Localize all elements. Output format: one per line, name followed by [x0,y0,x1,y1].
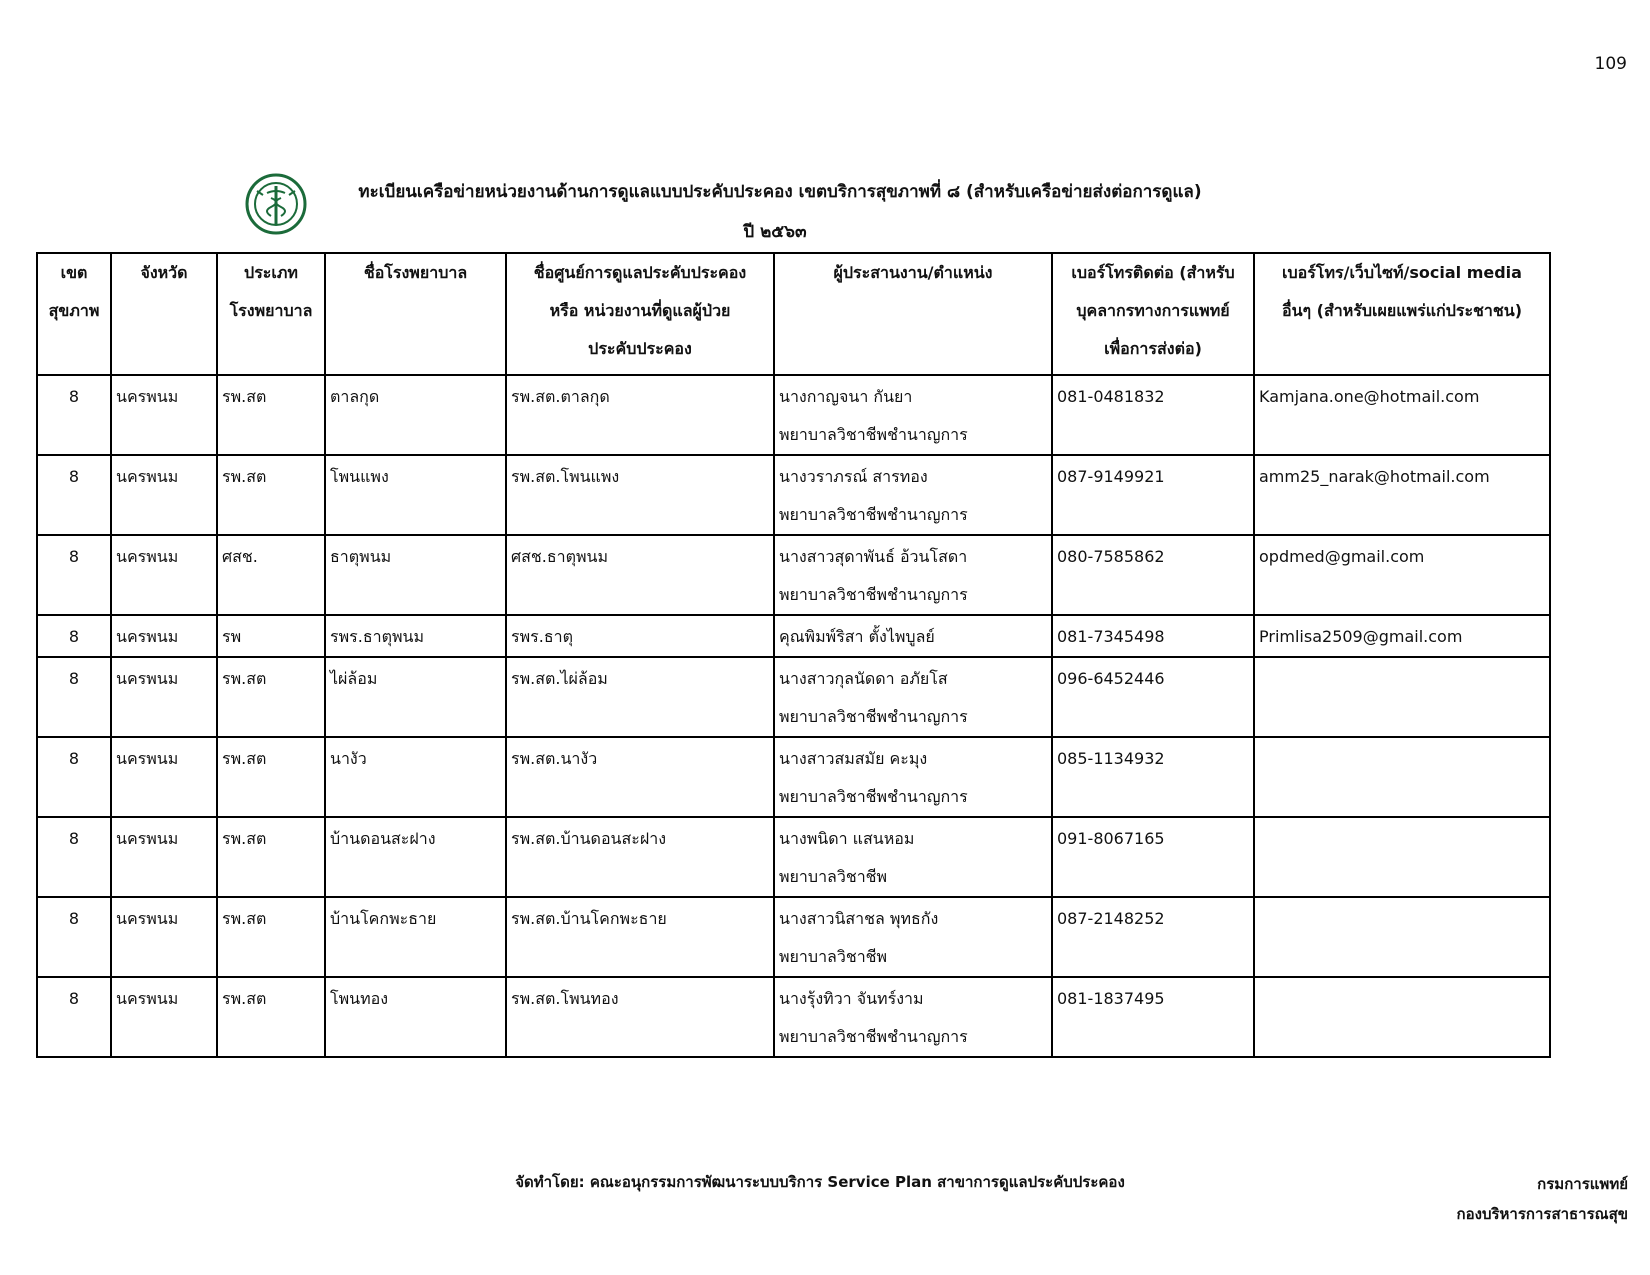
cell-contact [1254,977,1550,1057]
cell-zone: 8 [37,455,111,535]
column-header [774,253,1052,375]
cell-zone: 8 [37,897,111,977]
table-row [37,455,1550,535]
registry-table [36,252,1551,1058]
cell-care-center: รพ.สต.ไผ่ล้อม [506,657,774,737]
coordinator-position: พยาบาลวิชาชีพ [779,947,888,966]
cell-phone: 081-1837495 [1052,977,1254,1057]
cell-care-center: ศสช.ธาตุพนม [506,535,774,615]
column-header [506,253,774,375]
cell-coordinator [774,737,1052,817]
coordinator-position: พยาบาลวิชาชีพชำนาญการ [779,707,968,726]
table-row [37,897,1550,977]
table-row [37,375,1550,455]
column-header-line: ชื่อศูนย์การดูแลประคับประคอง [533,263,747,282]
column-header-line: สุขภาพ [48,301,100,320]
column-header [37,253,111,375]
cell-phone: 096-6452446 [1052,657,1254,737]
cell-hospital-name: รพร.ธาตุพนม [325,615,506,657]
cell-zone: 8 [37,535,111,615]
cell-hospital-type: รพ.สต [217,455,325,535]
cell-hospital-name: บ้านโคกพะธาย [325,897,506,977]
column-header-line: เบอร์โทร/เว็บไซท์/social media [1282,263,1522,282]
cell-province: นครพนม [111,455,217,535]
cell-hospital-name: ไผ่ล้อม [325,657,506,737]
column-header [325,253,506,375]
cell-contact: Kamjana.one@hotmail.com [1254,375,1550,455]
cell-hospital-name: โพนแพง [325,455,506,535]
table-row [37,657,1550,737]
cell-province: นครพนม [111,817,217,897]
table-row [37,535,1550,615]
column-header-line: บุคลากรทางการแพทย์ [1076,301,1230,320]
cell-coordinator [774,375,1052,455]
cell-coordinator [774,977,1052,1057]
coordinator-position: พยาบาลวิชาชีพชำนาญการ [779,585,968,604]
column-header [1254,253,1550,375]
coordinator-position: พยาบาลวิชาชีพชำนาญการ [779,787,968,806]
footer-prepared-by: จัดทำโดย: คณะอนุกรรมการพัฒนาระบบบริการ Service Plan สาขาการดูแลประคับประคอง [515,1173,1125,1191]
coordinator-name: นางพนิดา แสนหอม [779,829,915,848]
cell-care-center: รพ.สต.โพนทอง [506,977,774,1057]
cell-hospital-type: รพ.สต [217,657,325,737]
column-header [217,253,325,375]
cell-province: นครพนม [111,535,217,615]
cell-contact: opdmed@gmail.com [1254,535,1550,615]
column-header-line: อื่นๆ (สำหรับเผยแพร่แก่ประชาชน) [1281,301,1523,320]
column-header-line: โรงพยาบาล [229,301,313,320]
coordinator-name: นางสาวสุดาพันธ์ อ้วนโสดา [779,547,968,566]
cell-hospital-type: รพ.สต [217,375,325,455]
column-header-line: ประเภท [244,263,298,282]
column-header-line: จังหวัด [140,263,188,282]
footer-department: กรมการแพทย์ [1537,1175,1628,1193]
coordinator-name: นางรุ้งทิวา จันทร์งาม [779,989,924,1008]
coordinator-position: พยาบาลวิชาชีพชำนาญการ [779,1027,968,1046]
cell-care-center: รพ.สต.โพนแพง [506,455,774,535]
document-title: ทะเบียนเครือข่ายหน่วยงานด้านการดูแลแบบประคับประคอง เขตบริการสุขภาพที่ ๘ (สำหรับเครือข่ายส่งต่อการดูแล) [358,182,1202,202]
column-header [111,253,217,375]
column-header-line: เพื่อการส่งต่อ) [1104,339,1202,358]
column-header-line: ผู้ประสานงาน/ตำแหน่ง [833,263,993,282]
cell-zone: 8 [37,817,111,897]
table-header-row [37,253,1550,375]
cell-province: นครพนม [111,897,217,977]
cell-coordinator [774,657,1052,737]
column-header-line: ประคับประคอง [588,339,692,358]
cell-coordinator [774,455,1052,535]
table-row [37,737,1550,817]
cell-province: นครพนม [111,737,217,817]
column-header-line: ชื่อโรงพยาบาล [363,263,468,282]
cell-coordinator [774,817,1052,897]
cell-zone: 8 [37,657,111,737]
cell-zone: 8 [37,375,111,455]
cell-phone: 081-7345498 [1052,615,1254,657]
cell-contact [1254,897,1550,977]
coordinator-name: นางกาญจนา กันยา [779,387,913,406]
coordinator-position: พยาบาลวิชาชีพชำนาญการ [779,505,968,524]
column-header-line: หรือ หน่วยงานที่ดูแลผู้ป่วย [549,301,731,320]
footer-division: กองบริหารการสาธารณสุข [1456,1205,1628,1223]
cell-phone: 087-2148252 [1052,897,1254,977]
coordinator-name: นางสาวกุลนัดดา อภัยโส [779,669,948,688]
cell-hospital-type: รพ.สต [217,977,325,1057]
cell-hospital-name: ธาตุพนม [325,535,506,615]
cell-hospital-name: บ้านดอนสะฝาง [325,817,506,897]
cell-coordinator [774,615,1052,657]
cell-phone: 080-7585862 [1052,535,1254,615]
cell-hospital-type: รพ [217,615,325,657]
table-body [37,375,1550,1057]
column-header-line: เบอร์โทรติดต่อ (สำหรับ [1071,263,1235,282]
coordinator-position: พยาบาลวิชาชีพ [779,867,888,886]
cell-zone: 8 [37,977,111,1057]
cell-contact [1254,657,1550,737]
cell-contact [1254,817,1550,897]
cell-phone: 087-9149921 [1052,455,1254,535]
cell-hospital-name: ตาลกุด [325,375,506,455]
cell-hospital-type: รพ.สต [217,897,325,977]
cell-hospital-name: โพนทอง [325,977,506,1057]
cell-care-center: รพ.สต.ตาลกุด [506,375,774,455]
cell-hospital-name: นางัว [325,737,506,817]
cell-care-center: รพ.สต.บ้านโคกพะธาย [506,897,774,977]
coordinator-name: นางสาวนิสาชล พุทธกัง [779,909,939,928]
cell-hospital-type: ศสช. [217,535,325,615]
table-row [37,817,1550,897]
cell-phone: 085-1134932 [1052,737,1254,817]
cell-care-center: รพร.ธาตุ [506,615,774,657]
table-row [37,977,1550,1057]
cell-zone: 8 [37,737,111,817]
coordinator-name: นางสาวสมสมัย คะมุง [779,749,928,768]
column-header-line: เขต [60,263,88,282]
cell-province: นครพนม [111,375,217,455]
cell-province: นครพนม [111,977,217,1057]
cell-zone: 8 [37,615,111,657]
cell-contact [1254,737,1550,817]
column-header [1052,253,1254,375]
document-subtitle: ปี ๒๕๖๓ [743,222,807,242]
cell-province: นครพนม [111,657,217,737]
cell-coordinator [774,897,1052,977]
ministry-seal-icon [241,173,311,235]
cell-care-center: รพ.สต.นางัว [506,737,774,817]
cell-hospital-type: รพ.สต [217,817,325,897]
cell-coordinator [774,535,1052,615]
coordinator-name: นางวราภรณ์ สารทอง [779,467,928,486]
cell-hospital-type: รพ.สต [217,737,325,817]
table-row [37,615,1550,657]
cell-phone: 091-8067165 [1052,817,1254,897]
cell-province: นครพนม [111,615,217,657]
cell-care-center: รพ.สต.บ้านดอนสะฝาง [506,817,774,897]
coordinator-name: คุณพิมพ์ริสา ตั้งไพบูลย์ [779,627,935,646]
coordinator-position: พยาบาลวิชาชีพชำนาญการ [779,425,968,444]
cell-phone: 081-0481832 [1052,375,1254,455]
page-number: 109 [1594,54,1627,74]
cell-contact: Primlisa2509@gmail.com [1254,615,1550,657]
cell-contact: amm25_narak@hotmail.com [1254,455,1550,535]
